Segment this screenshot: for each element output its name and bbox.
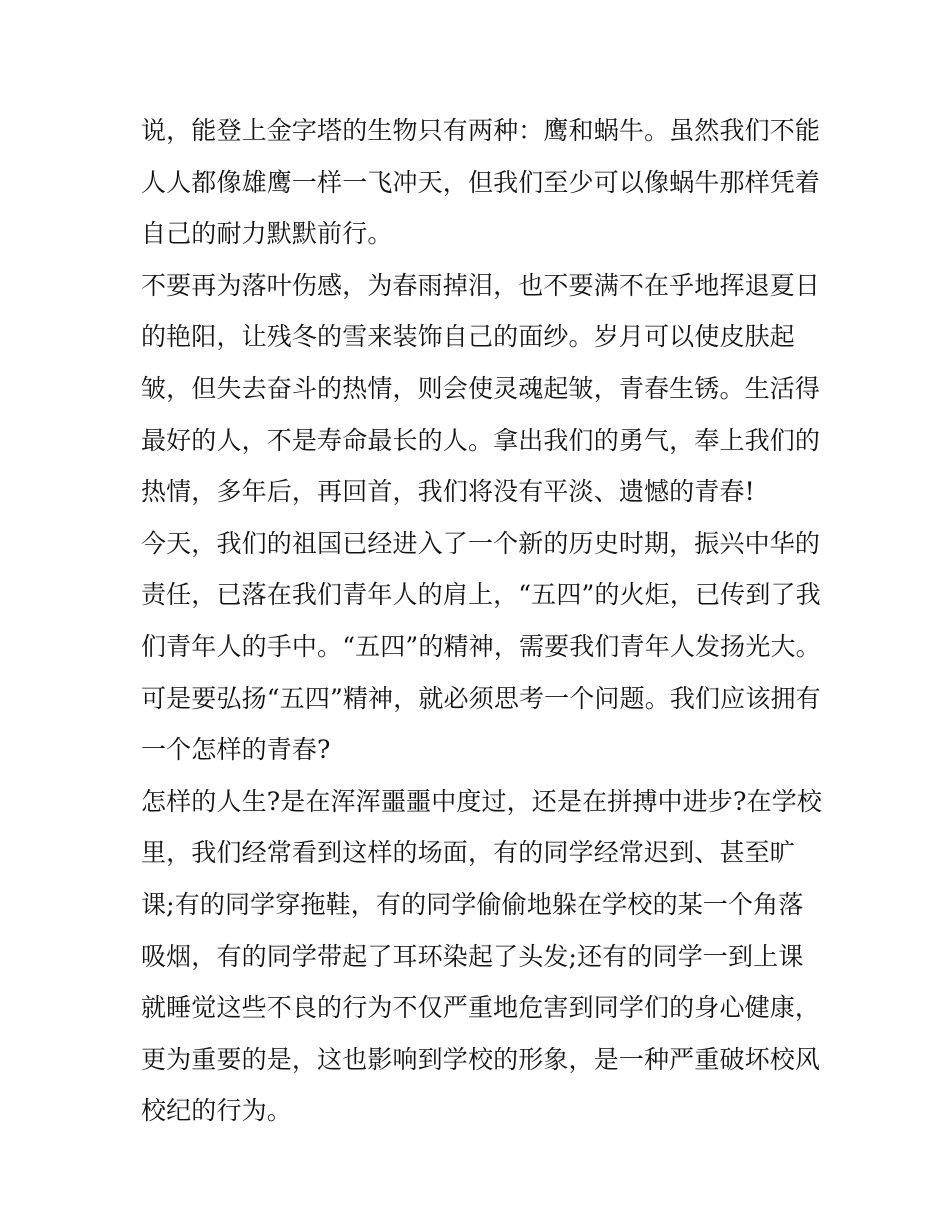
text-line: 热情，多年后，再回首，我们将没有平淡、遗憾的青春! (141, 477, 755, 507)
text-line: 不要再为落叶伤感，为春雨掉泪，也不要满不在乎地挥退夏日 (141, 270, 821, 300)
text-line: 们青年人的手中。“五四”的精神，需要我们青年人发扬光大。 (141, 631, 821, 661)
text-line: 怎样的人生?是在浑浑噩噩中度过，还是在拼搏中进步?在学校 (141, 786, 823, 816)
text-line: 今天，我们的祖国已经进入了一个新的历史时期，振兴中华的 (141, 528, 821, 558)
text-line: 就睡觉这些不良的行为不仅严重地危害到同学们的身心健康， (141, 993, 821, 1023)
text-line: 人人都像雄鹰一样一飞冲天，但我们至少可以像蜗牛那样凭着 (141, 167, 821, 197)
text-line: 说，能登上金字塔的生物只有两种：鹰和蜗牛。虽然我们不能 (141, 116, 821, 145)
text-line: 一个怎样的青春? (141, 735, 331, 765)
text-line: 可是要弘扬“五四”精神，就必须思考一个问题。我们应该拥有 (141, 683, 821, 713)
text-line: 的艳阳，让残冬的雪来装饰自己的面纱。岁月可以使皮肤起 (141, 322, 795, 352)
body-text (141, 105, 823, 1137)
text-line: 自己的耐力默默前行。 (141, 219, 393, 249)
text-line: 吸烟，有的同学带起了耳环染起了头发;还有的同学一到上课 (141, 941, 804, 971)
text-line: 最好的人，不是寿命最长的人。拿出我们的勇气，奉上我们的 (141, 425, 821, 455)
text-line: 里，我们经常看到这样的场面，有的同学经常迟到、甚至旷 (141, 838, 795, 868)
text-line: 课;有的同学穿拖鞋，有的同学偷偷地躲在学校的某一个角落 (141, 889, 804, 919)
text-line: 更为重要的是，这也影响到学校的形象，是一种严重破坏校风 (141, 1044, 821, 1074)
text-line: 皱，但失去奋斗的热情，则会使灵魂起皱，青春生锈。生活得 (141, 373, 821, 403)
text-line: 责任，已落在我们青年人的肩上，“五四”的火炬，已传到了我 (141, 580, 821, 610)
text-line: 校纪的行为。 (141, 1096, 292, 1126)
